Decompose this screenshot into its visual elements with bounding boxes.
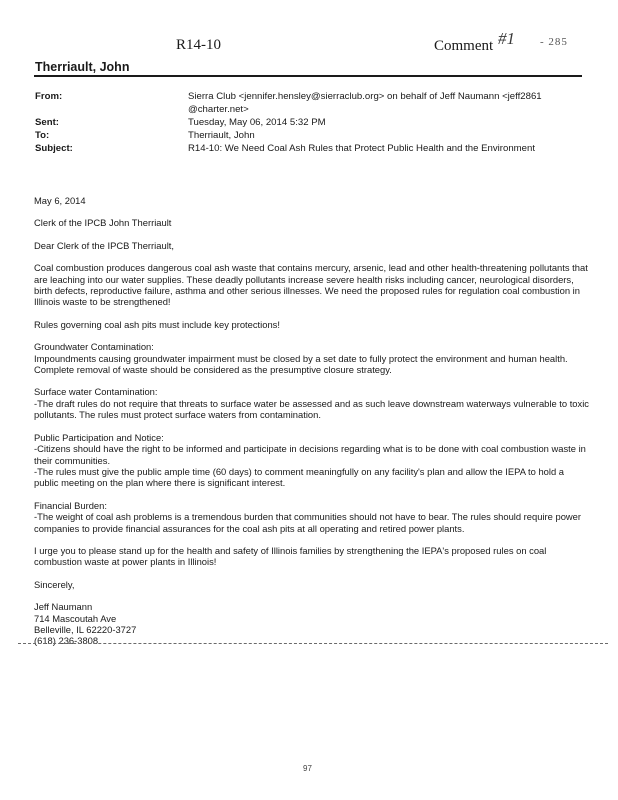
sender-name: Therriault, John	[35, 60, 130, 74]
handwritten-comment-suffix: - 285	[540, 36, 568, 48]
from-value-line1: Sierra Club <jennifer.hensley@sierraclub.org> on behalf of Jeff Naumann <jeff2861	[188, 91, 542, 102]
letter-date: May 6, 2014	[34, 195, 86, 206]
scan-artifact-line	[18, 643, 608, 644]
letter-body	[34, 195, 589, 647]
subject-label: Subject:	[35, 143, 73, 154]
comment-label: Comment	[434, 38, 494, 54]
signature-street: 714 Mascoutah Ave	[34, 612, 117, 624]
section-line: Impoundments causing groundwater impairment must be closed by a set date to fully protect the environment and human health.	[34, 352, 568, 364]
signature-name: Jeff Naumann	[34, 601, 93, 613]
section-line: -Citizens should have the right to be informed and participate in decisions regarding what is to be done with coal combustion waste in their communities.	[34, 443, 586, 466]
section-surface-water	[34, 386, 589, 420]
from-label: From:	[35, 91, 63, 102]
letter-salutation: Dear Clerk of the IPCB Therriault,	[34, 239, 174, 251]
section-groundwater	[34, 341, 589, 375]
rules-intro: Rules governing coal ash pits must include key protections!	[34, 318, 280, 330]
signature-phone: (618) 236-3808	[34, 635, 99, 647]
section-line: Complete removal of waste should be considered as the presumptive closure strategy.	[34, 364, 392, 376]
section-heading: Public Participation and Notice:	[34, 431, 164, 443]
signature-city: Belleville, IL 62220-3727	[34, 623, 137, 635]
letter-intro: Coal combustion produces dangerous coal ash waste that contains mercury, arsenic, lead and other health-threatening pollutants that are leaching into our water supplies. These deadly pollutants increase severe health risks including cancer, neurological disorders, birth defects, reproductive failure, asthma and other serious illnesses. We need the proposed rules for regulation coal combustion in Illinois waste to be strengthened!	[34, 262, 588, 308]
to-label: To:	[35, 130, 50, 141]
page-number: 97	[303, 764, 312, 773]
sent-label: Sent:	[35, 117, 59, 128]
section-heading: Financial Burden:	[34, 499, 107, 511]
handwritten-comment-number: #1	[498, 29, 515, 48]
docket-number: R14-10	[176, 37, 221, 53]
signature-block	[34, 601, 589, 647]
to-value: Therriault, John	[188, 130, 255, 141]
letter-addressee: Clerk of the IPCB John Therriault	[34, 217, 172, 229]
signoff: Sincerely,	[34, 578, 75, 590]
section-public-participation	[34, 432, 589, 489]
section-line: -The rules must give the public ample time (60 days) to comment meaningfully on any facility's plan and allow the IEPA to hold a public meeting on the plan where there is significant interest.	[34, 465, 565, 489]
section-heading: Surface water Contamination:	[34, 386, 158, 398]
section-heading: Groundwater Contamination:	[34, 341, 154, 353]
sent-value: Tuesday, May 06, 2014 5:32 PM	[188, 117, 326, 128]
section-line: -The draft rules do not require that threats to surface water be assessed and as such leave downstream waterways vulnerable to toxic pollutants. The rules must protect surface waters from contamination.	[34, 397, 589, 421]
from-value-line2: @charter.net>	[188, 104, 249, 115]
section-financial-burden	[34, 500, 589, 534]
header-divider	[34, 75, 582, 77]
subject-value: R14-10: We Need Coal Ash Rules that Protect Public Health and the Environment	[188, 143, 535, 154]
section-line: -The weight of coal ash problems is a tremendous burden that communities should not have to bear. The rules should require power companies to provide financial assurances for the coal ash pits at all operating and retired power plants.	[34, 511, 582, 534]
closing-paragraph: I urge you to please stand up for the health and safety of Illinois families by strengthening the IEPA's proposed rules on coal combustion waste at power plants in Illinois!	[34, 544, 547, 568]
